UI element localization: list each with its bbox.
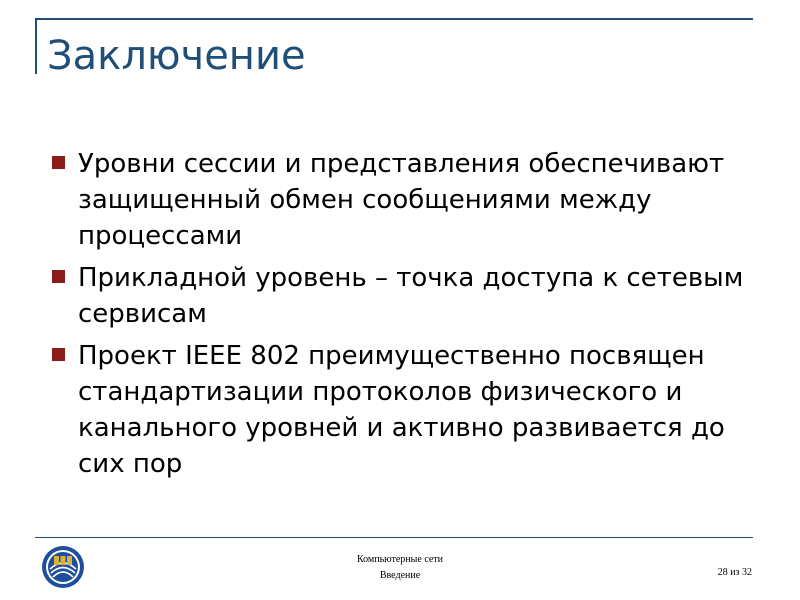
footer-section: Введение [379, 570, 421, 581]
bullet-list [48, 146, 748, 488]
unn-university-logo-icon [41, 545, 85, 589]
footer-course: Компьютерные сети [356, 554, 444, 565]
footer-caption [300, 552, 500, 584]
bullet-item [48, 146, 748, 254]
bullet-text: Прикладной уровень – точка доступа к сетевым сервисам [78, 263, 744, 329]
page-number: 28 из 32 [717, 567, 752, 578]
bullet-item [48, 260, 748, 332]
title-frame-left-line [35, 18, 37, 74]
bullet-text: Проект IEEE 802 преимущественно посвящен стандартизации протоколов физического и канального уровней и активно развивается до сих пор [78, 341, 725, 479]
bullet-item [48, 338, 748, 482]
bullet-text: Уровни сессии и представления обеспечивают защищенный обмен сообщениями между процессами [78, 149, 725, 251]
square-bullet-icon [52, 156, 65, 169]
square-bullet-icon [52, 270, 65, 283]
slide-title: Заключение [47, 33, 306, 79]
title-frame-top-line [35, 18, 753, 20]
square-bullet-icon [52, 348, 65, 361]
footer-divider [35, 537, 753, 538]
